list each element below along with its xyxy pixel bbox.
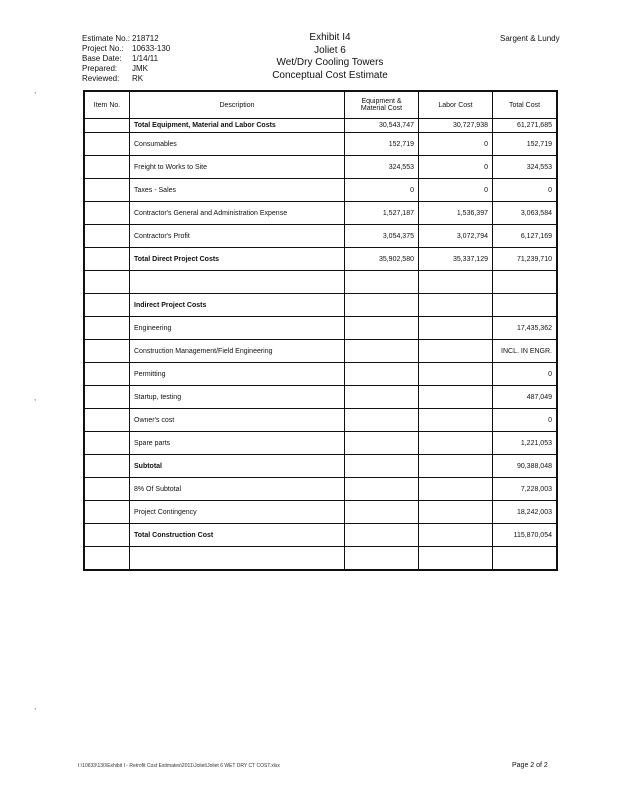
description-cell: Owner's cost (130, 409, 345, 432)
table-row (84, 547, 557, 571)
description-cell: Construction Management/Field Engineering (130, 340, 345, 363)
item-no-cell (84, 363, 130, 386)
description-cell: Permitting (130, 363, 345, 386)
description-cell (130, 547, 345, 571)
equipment-material-cost-cell (345, 317, 419, 340)
total-cost-cell: 3,063,584 (493, 202, 558, 225)
column-header: Item No. (84, 91, 130, 119)
scan-mark: , (34, 86, 37, 95)
table-row (84, 202, 557, 225)
meta-value: 10633-130 (132, 44, 171, 53)
description-cell: Total Equipment, Material and Labor Costs (130, 119, 345, 133)
item-no-cell (84, 271, 130, 294)
description-cell: Project Contingency (130, 501, 345, 524)
item-no-cell (84, 202, 130, 225)
description-cell: Total Construction Cost (130, 524, 345, 547)
scan-mark: , (34, 702, 37, 711)
estimate-metadata (82, 34, 170, 84)
total-cost-cell: 71,239,710 (493, 248, 558, 271)
total-cost-cell: 324,553 (493, 156, 558, 179)
scan-mark: , (34, 393, 37, 402)
item-no-cell (84, 317, 130, 340)
labor-cost-cell: 0 (419, 156, 493, 179)
labor-cost-cell (419, 501, 493, 524)
table-row (84, 340, 557, 363)
equipment-material-cost-cell: 3,054,375 (345, 225, 419, 248)
item-no-cell (84, 248, 130, 271)
page-number: Page 2 of 2 (512, 762, 548, 769)
labor-cost-cell (419, 524, 493, 547)
equipment-material-cost-cell (345, 432, 419, 455)
company-name: Sargent & Lundy (500, 34, 560, 43)
table-row (84, 478, 557, 501)
equipment-material-cost-cell (345, 363, 419, 386)
item-no-cell (84, 294, 130, 317)
description-cell: Total Direct Project Costs (130, 248, 345, 271)
meta-row (82, 44, 170, 54)
description-cell: Consumables (130, 133, 345, 156)
item-no-cell (84, 386, 130, 409)
description-cell: Contractor's General and Administration Expense (130, 202, 345, 225)
table-row (84, 271, 557, 294)
equipment-material-cost-cell: 324,553 (345, 156, 419, 179)
description-cell: Engineering (130, 317, 345, 340)
description-cell: Taxes - Sales (130, 179, 345, 202)
description-cell: Spare parts (130, 432, 345, 455)
total-cost-cell: INCL. IN ENGR. (493, 340, 558, 363)
file-path-footer: I:\10633\130\Exhibit I - Retrofit Cost Estimates\2011\Joliet\Joliet 6 WET DRY CT COST.xlsx (78, 763, 280, 769)
description-cell: Freight to Works to Site (130, 156, 345, 179)
equipment-material-cost-cell (345, 501, 419, 524)
labor-cost-cell: 30,727,938 (419, 119, 493, 133)
table-row (84, 501, 557, 524)
equipment-material-cost-cell: 0 (345, 179, 419, 202)
table-row (84, 386, 557, 409)
table-row (84, 455, 557, 478)
meta-label: Base Date: (82, 54, 122, 63)
total-cost-cell: 90,388,048 (493, 455, 558, 478)
description-cell: 8% Of Subtotal (130, 478, 345, 501)
equipment-material-cost-cell (345, 478, 419, 501)
equipment-material-cost-cell (345, 294, 419, 317)
description-cell: Subtotal (130, 455, 345, 478)
labor-cost-cell (419, 340, 493, 363)
table-row (84, 294, 557, 317)
meta-value: RK (132, 74, 144, 83)
equipment-material-cost-cell (345, 547, 419, 571)
table-row (84, 432, 557, 455)
equipment-material-cost-cell (345, 409, 419, 432)
title-line: Exhibit I4 (309, 32, 351, 43)
equipment-material-cost-cell: 30,543,747 (345, 119, 419, 133)
equipment-material-cost-cell (345, 455, 419, 478)
total-cost-cell (493, 547, 558, 571)
item-no-cell (84, 119, 130, 133)
meta-row (82, 74, 170, 84)
labor-cost-cell (419, 294, 493, 317)
item-no-cell (84, 225, 130, 248)
total-cost-cell (493, 294, 558, 317)
item-no-cell (84, 547, 130, 571)
total-cost-cell: 0 (493, 409, 558, 432)
labor-cost-cell: 0 (419, 133, 493, 156)
description-cell: Indirect Project Costs (130, 294, 345, 317)
total-cost-cell: 6,127,169 (493, 225, 558, 248)
table-row (84, 409, 557, 432)
total-cost-cell (493, 271, 558, 294)
meta-label: Project No.: (82, 44, 124, 53)
total-cost-cell: 1,221,053 (493, 432, 558, 455)
meta-value: JMK (132, 64, 148, 73)
equipment-material-cost-cell: 1,527,187 (345, 202, 419, 225)
table-row (84, 524, 557, 547)
item-no-cell (84, 340, 130, 363)
meta-value: 1/14/11 (132, 54, 159, 63)
equipment-material-cost-cell: 152,719 (345, 133, 419, 156)
item-no-cell (84, 409, 130, 432)
labor-cost-cell (419, 478, 493, 501)
table-row (84, 156, 557, 179)
item-no-cell (84, 524, 130, 547)
title-line: Joliet 6 (314, 44, 346, 56)
total-cost-cell: 115,870,054 (493, 524, 558, 547)
labor-cost-cell (419, 363, 493, 386)
item-no-cell (84, 179, 130, 202)
total-cost-cell: 17,435,362 (493, 317, 558, 340)
meta-row (82, 34, 170, 44)
description-cell: Contractor's Profit (130, 225, 345, 248)
title-line: Conceptual Cost Estimate (272, 69, 388, 81)
labor-cost-cell (419, 409, 493, 432)
table-row (84, 317, 557, 340)
labor-cost-cell (419, 547, 493, 571)
column-header: Labor Cost (419, 91, 493, 119)
labor-cost-cell (419, 317, 493, 340)
meta-label: Prepared: (82, 64, 118, 73)
item-no-cell (84, 432, 130, 455)
title-line: Wet/Dry Cooling Towers (276, 57, 384, 68)
document-title-block (230, 32, 430, 82)
total-cost-cell: 0 (493, 363, 558, 386)
table-row (84, 225, 557, 248)
equipment-material-cost-cell (345, 386, 419, 409)
labor-cost-cell: 0 (419, 179, 493, 202)
column-header: Total Cost (493, 91, 558, 119)
column-header: Description (130, 91, 345, 119)
description-cell (130, 271, 345, 294)
item-no-cell (84, 501, 130, 524)
description-cell: Startup, testing (130, 386, 345, 409)
total-cost-cell: 7,228,003 (493, 478, 558, 501)
meta-label: Reviewed: (82, 74, 120, 83)
equipment-material-cost-cell (345, 524, 419, 547)
table-row (84, 363, 557, 386)
total-cost-cell: 0 (493, 179, 558, 202)
total-cost-cell: 487,049 (493, 386, 558, 409)
table-row (84, 179, 557, 202)
item-no-cell (84, 156, 130, 179)
column-header: Equipment & Material Cost (345, 91, 419, 119)
item-no-cell (84, 478, 130, 501)
labor-cost-cell: 3,072,794 (419, 225, 493, 248)
total-cost-cell: 152,719 (493, 133, 558, 156)
table-row (84, 119, 557, 133)
equipment-material-cost-cell: 35,902,580 (345, 248, 419, 271)
labor-cost-cell: 1,536,397 (419, 202, 493, 225)
item-no-cell (84, 133, 130, 156)
labor-cost-cell (419, 455, 493, 478)
meta-label: Estimate No.: (82, 34, 131, 43)
equipment-material-cost-cell (345, 271, 419, 294)
table-row (84, 248, 557, 271)
equipment-material-cost-cell (345, 340, 419, 363)
total-cost-cell: 18,242,003 (493, 501, 558, 524)
meta-value: 218712 (132, 34, 159, 43)
labor-cost-cell (419, 386, 493, 409)
item-no-cell (84, 455, 130, 478)
labor-cost-cell: 35,337,129 (419, 248, 493, 271)
cost-estimate-table (83, 90, 558, 571)
meta-row (82, 64, 170, 74)
labor-cost-cell (419, 432, 493, 455)
meta-row (82, 54, 170, 64)
total-cost-cell: 61,271,685 (493, 119, 558, 133)
table-row (84, 133, 557, 156)
labor-cost-cell (419, 271, 493, 294)
